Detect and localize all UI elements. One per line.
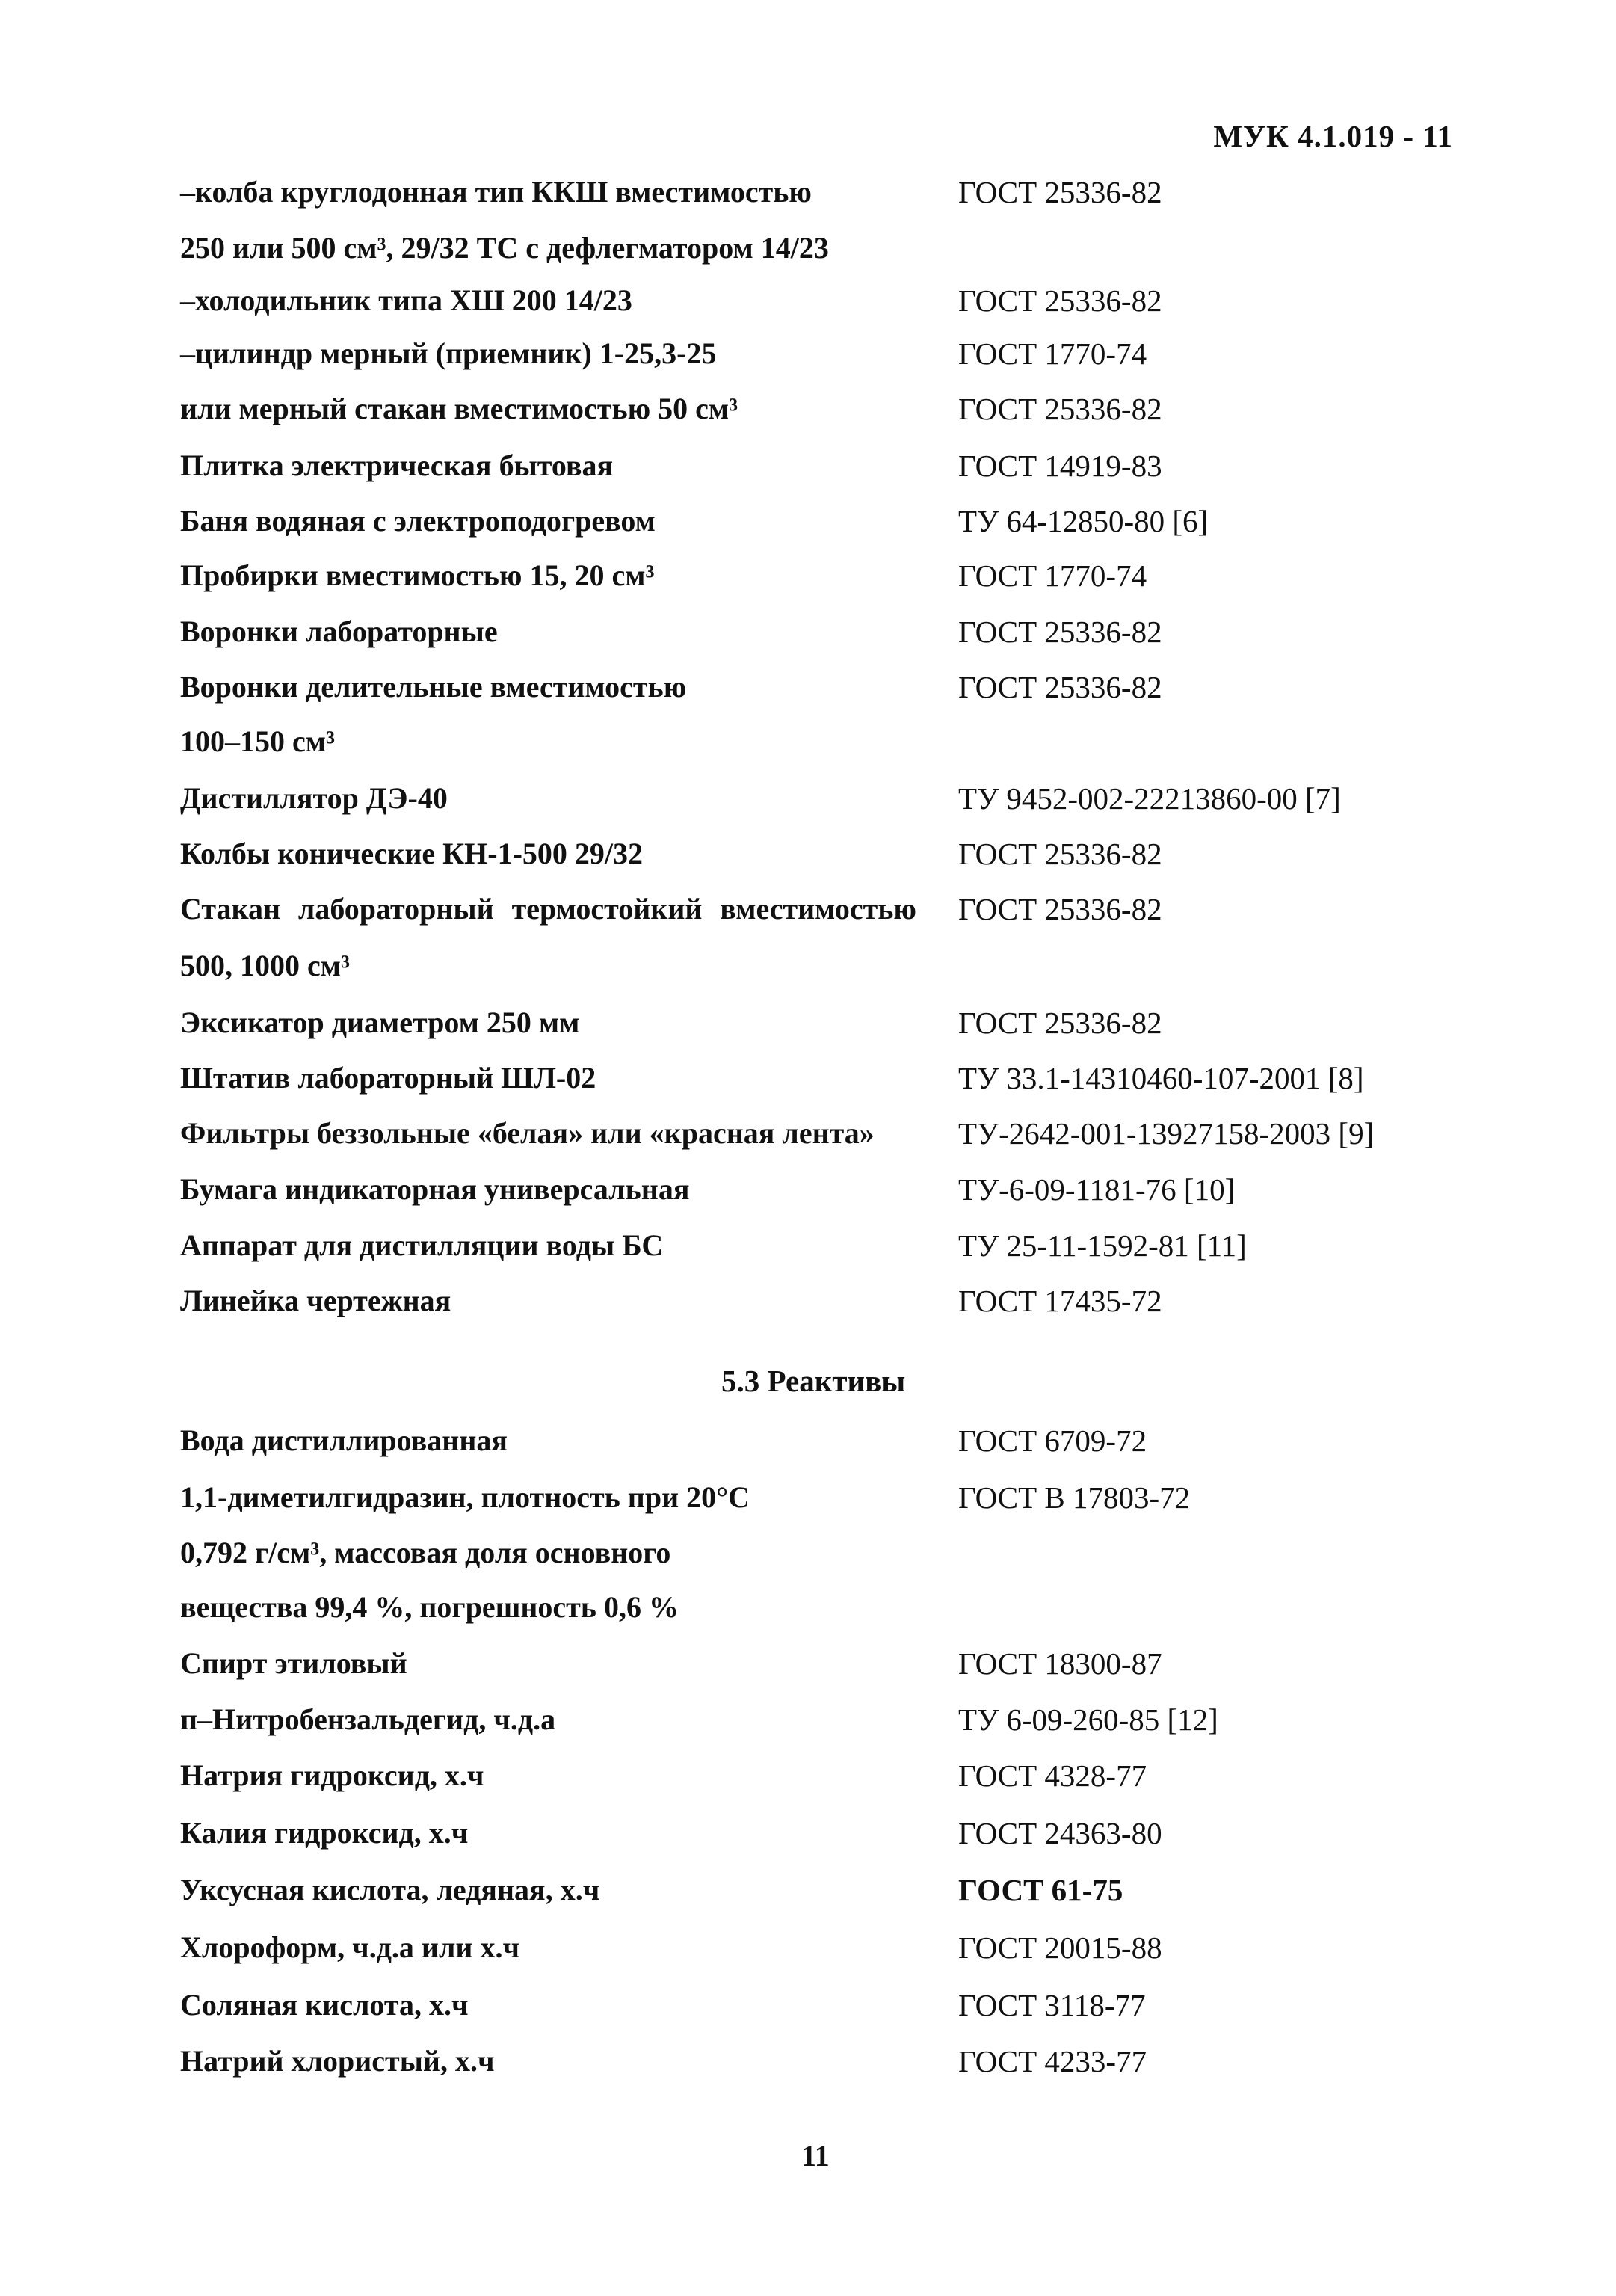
equipment-row: [0, 442, 1616, 490]
equipment-row: [0, 552, 1616, 600]
equipment-row: [0, 999, 1616, 1047]
equipment-name: Эксикатор диаметром 250 мм: [180, 1006, 580, 1039]
equipment-row: [0, 277, 1616, 324]
equipment-name: Аппарат для дистилляции воды БС: [180, 1228, 664, 1262]
equipment-row: [0, 942, 1616, 990]
equipment-name: Стакан лабораторный термостойкий вместимостью: [180, 892, 916, 926]
equipment-standard: ГОСТ 25336-82: [958, 892, 1162, 926]
reagent-row: [0, 1981, 1616, 2029]
equipment-standard: ГОСТ 25336-82: [958, 175, 1162, 209]
equipment-name: или мерный стакан вместимостью 50 см³: [180, 392, 738, 425]
equipment-standard: ТУ 9452-002-22213860-00 [7]: [958, 781, 1341, 816]
reagent-name: Хлороформ, ч.д.а или х.ч: [180, 1930, 520, 1964]
equipment-standard: ТУ-2642-001-13927158-2003 [9]: [958, 1116, 1375, 1151]
reagent-row: [0, 1924, 1616, 1972]
equipment-standard: ТУ-6-09-1181-76 [10]: [958, 1172, 1236, 1207]
equipment-name: 250 или 500 см³, 29/32 ТС с дефлегматором 14/23: [180, 231, 829, 265]
reagent-standard: ГОСТ 20015-88: [958, 1930, 1162, 1965]
equipment-name: 100–150 см³: [180, 724, 335, 758]
reagent-row: [0, 1809, 1616, 1857]
equipment-row: [0, 385, 1616, 433]
reagent-name: п–Нитробензальдегид, ч.д.а: [180, 1702, 556, 1736]
page-number: 11: [801, 2139, 830, 2173]
equipment-row: [0, 718, 1616, 766]
equipment-standard: ТУ 25-11-1592-81 [11]: [958, 1228, 1247, 1263]
equipment-row: [0, 663, 1616, 711]
reagent-name: вещества 99,4 %, погрешность 0,6 %: [180, 1590, 679, 1624]
reagent-name: 1,1-диметилгидразин, плотность при 20°С: [180, 1480, 750, 1514]
equipment-row: [0, 497, 1616, 545]
document-code: МУК 4.1.019 - 11: [1213, 119, 1453, 153]
equipment-standard: ГОСТ 25336-82: [958, 1006, 1162, 1040]
equipment-name: Баня водяная с электроподогревом: [180, 504, 656, 538]
reagent-row: [0, 1696, 1616, 1743]
reagent-name: Натрий хлористый, х.ч: [180, 2044, 495, 2078]
reagent-name: Калия гидроксид, х.ч: [180, 1816, 469, 1850]
equipment-standard: ГОСТ 1770-74: [958, 558, 1147, 593]
reagent-row: [0, 1752, 1616, 1800]
equipment-standard: ГОСТ 25336-82: [958, 615, 1162, 649]
equipment-name: Штатив лабораторный ШЛ-02: [180, 1061, 596, 1095]
reagent-name: Уксусная кислота, ледяная, х.ч: [180, 1873, 600, 1906]
equipment-standard: ГОСТ 17435-72: [958, 1284, 1162, 1318]
equipment-standard: ГОСТ 25336-82: [958, 392, 1162, 426]
reagent-row: [0, 1583, 1616, 1631]
equipment-name: Воронки делительные вместимостью: [180, 670, 687, 704]
equipment-row: [0, 1109, 1616, 1157]
reagent-standard: ГОСТ 61-75: [958, 1873, 1123, 1907]
reagent-name: Соляная кислота, х.ч: [180, 1988, 469, 2022]
reagent-row: [0, 1529, 1616, 1577]
equipment-row: [0, 1166, 1616, 1213]
reagent-standard: ГОСТ 4328-77: [958, 1758, 1147, 1793]
equipment-row: [0, 1054, 1616, 1102]
equipment-name: Воронки лабораторные: [180, 615, 498, 648]
equipment-row: [0, 608, 1616, 656]
section-title: 5.3 Реактивы: [721, 1364, 906, 1398]
equipment-standard: ГОСТ 14919-83: [958, 449, 1162, 483]
equipment-row: [0, 168, 1616, 216]
equipment-name: Линейка чертежная: [180, 1284, 451, 1317]
reagent-name: Натрия гидроксид, х.ч: [180, 1758, 484, 1792]
reagent-name: Вода дистиллированная: [180, 1424, 508, 1457]
reagent-row: [0, 1866, 1616, 1914]
reagent-row: [0, 2037, 1616, 2085]
equipment-name: –цилиндр мерный (приемник) 1-25,3-25: [180, 336, 717, 370]
equipment-standard: ТУ 33.1-14310460-107-2001 [8]: [958, 1061, 1364, 1095]
reagent-standard: ГОСТ В 17803-72: [958, 1480, 1191, 1515]
reagent-standard: ГОСТ 4233-77: [958, 2044, 1147, 2078]
reagent-standard: ГОСТ 24363-80: [958, 1816, 1162, 1850]
reagent-row: [0, 1474, 1616, 1521]
equipment-standard: ГОСТ 1770-74: [958, 336, 1147, 371]
equipment-row: [0, 1277, 1616, 1325]
equipment-row: [0, 224, 1616, 272]
equipment-name: Дистиллятор ДЭ-40: [180, 781, 448, 815]
equipment-name: Фильтры беззольные «белая» или «красная лента»: [180, 1116, 875, 1150]
equipment-row: [0, 330, 1616, 378]
reagent-name: 0,792 г/см³, массовая доля основного: [180, 1536, 671, 1569]
reagent-standard: ГОСТ 18300-87: [958, 1646, 1162, 1681]
equipment-name: –холодильник типа ХШ 200 14/23: [180, 283, 632, 317]
equipment-standard: ГОСТ 25336-82: [958, 837, 1162, 871]
equipment-row: [0, 1222, 1616, 1269]
reagent-standard: ГОСТ 6709-72: [958, 1424, 1147, 1458]
equipment-row: [0, 775, 1616, 822]
reagent-row: [0, 1417, 1616, 1465]
equipment-standard: ТУ 64-12850-80 [6]: [958, 504, 1209, 538]
equipment-row: [0, 830, 1616, 878]
equipment-name: Бумага индикаторная универсальная: [180, 1172, 690, 1206]
equipment-name: 500, 1000 см³: [180, 949, 350, 982]
equipment-standard: ГОСТ 25336-82: [958, 670, 1162, 704]
reagent-standard: ГОСТ 3118-77: [958, 1988, 1146, 2022]
equipment-name: Плитка электрическая бытовая: [180, 449, 614, 482]
equipment-standard: ГОСТ 25336-82: [958, 283, 1162, 318]
equipment-name: Колбы конические КН-1-500 29/32: [180, 837, 644, 870]
equipment-name: Пробирки вместимостью 15, 20 см³: [180, 558, 655, 592]
reagent-standard: ТУ 6-09-260-85 [12]: [958, 1702, 1218, 1737]
equipment-row: [0, 885, 1616, 933]
equipment-name: –колба круглодонная тип ККШ вместимостью: [180, 175, 812, 209]
reagent-name: Спирт этиловый: [180, 1646, 407, 1680]
reagent-row: [0, 1640, 1616, 1687]
